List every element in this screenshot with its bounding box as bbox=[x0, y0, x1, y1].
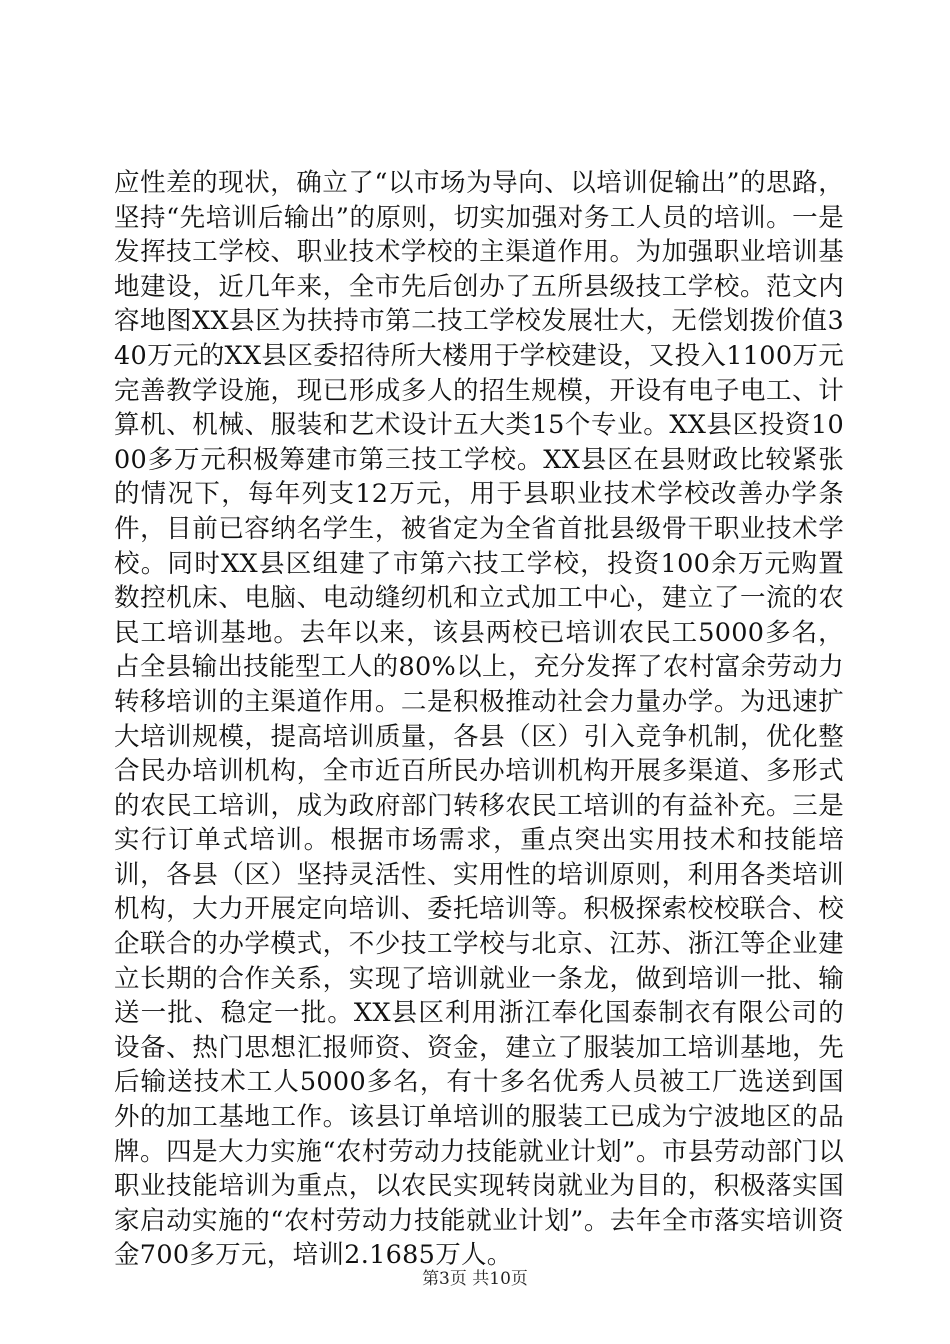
body-paragraph: 应性差的现状，确立了“以市场为导向、以培训促输出”的思路，坚持“先培训后输出”的原则，切实加强对务工人员的培训。一是发挥技工学校、职业技术学校的主渠道作用。为加强职业培训基地建设，近几年来，全市先后创办了五所县级技工学校。范文内容地图XX县区为扶持市第二技工学校发展壮大，无偿划拨价值340万元的XX县区委招待所大楼用于学校建设，又投入1100万元完善教学设施，现已形成多人的招生规模，开设有电子电工、计算机、机械、服装和艺术设计五大类15个专业。XX县区投资1000多万元积极筹建市第三技工学校。XX县区在县财政比较紧张的情况下，每年列支12万元，用于县职业技术学校改善办学条件，目前已容纳名学生，被省定为全省首批县级骨干职业技术学校。同时XX县区组建了市第六技工学校，投资100余万元购置数控机床、电脑、电动缝纫机和立式加工中心，建立了一流的农民工培训基地。去年以来，该县两校已培训农民工5000多名，占全县输出技能型工人的80%以上，充分发挥了农村富余劳动力转移培训的主渠道作用。二是积极推动社会力量办学。为迅速扩大培训规模，提高培训质量，各县（区）引入竞争机制，优化整合民办培训机构，全市近百所民办培训机构开展多渠道、多形式的农民工培训，成为政府部门转移农民工培训的有益补充。三是实行订单式培训。根据市场需求，重点突出实用技术和技能培训，各县（区）坚持灵活性、实用性的培训原则，利用各类培训机构，大力开展定向培训、委托培训等。积极探索校校联合、校企联合的办学模式，不少技工学校与北京、江苏、浙江等企业建立长期的合作关系，实现了培训就业一条龙，做到培训一批、输送一批、稳定一批。XX县区利用浙江奉化国泰制衣有限公司的设备、热门思想汇报师资、资金，建立了服装加工培训基地，先后输送技术工人5000多名，有十多名优秀人员被工厂选送到国外的加工基地工作。该县订单培训的服装工已成为宁波地区的品牌。四是大力实施“农村劳动力技能就业计划”。市县劳动部门以职业技能培训为重点，以农民实现转岗就业为目的，积极落实国家启动实施的“农村劳动力技能就业计划”。去年全市落实培训资金700多万元，培训2.1685万人。 bbox=[114, 168, 844, 1271]
page-number-footer: 第3页 共10页 bbox=[422, 1269, 528, 1289]
